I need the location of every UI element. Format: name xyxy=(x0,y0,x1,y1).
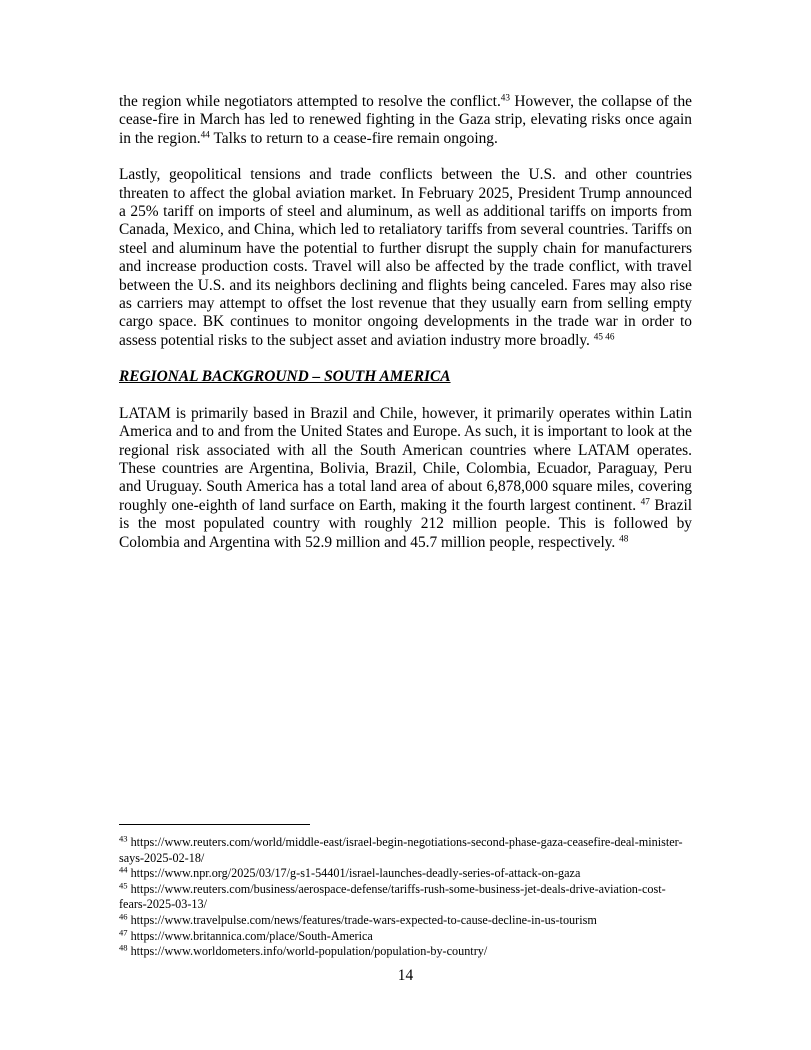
footnote-link[interactable]: https://www.britannica.com/place/South-America xyxy=(127,928,373,943)
footnote-link[interactable]: https://www.reuters.com/world/middle-east/israel-begin-negotiations-second-phase-gaza-ceasefire-deal-minister-says-2025-02-18/ xyxy=(119,835,683,865)
footnote-reference: 45 46 xyxy=(593,331,615,342)
footnote-number: 46 xyxy=(119,911,128,922)
footnote-reference: 44 xyxy=(200,129,210,140)
footnote-number: 44 xyxy=(119,864,128,875)
footnote-item xyxy=(119,913,692,929)
footnote-number: 43 xyxy=(119,833,128,844)
paragraph-text: the region while negotiators attempted to resolve the conflict. xyxy=(119,93,501,110)
footnote-reference: 48 xyxy=(619,533,629,543)
paragraph-trade-conflicts xyxy=(119,166,692,350)
footnote-item xyxy=(119,882,692,913)
paragraph-text: Lastly, geopolitical tensions and trade conflicts between the U.S. and other countries threaten to affect the global aviation market. In February 2025, President Trump announced a 25% tariff on imports of steel and aluminum, as well as additional tariffs on imports from Canada, Mexico, and China, which led to retaliatory tariffs from several countries. Tariffs on steel and aluminum have the potential to further disrupt the supply chain for manufacturers and increase production costs. Travel will also be affected by the trade conflict, with travel between the U.S. and its neighbors declining and flights being canceled. Fares may also rise as carriers may attempt to offset the lost revenue that they usually earn from selling empty cargo space. BK continues to monitor ongoing developments in the trade war in order to assess potential risks to the subject asset and aviation industry more broadly. xyxy=(119,166,692,349)
paragraph-text: Talks to return to a cease-fire remain ongoing. xyxy=(209,129,498,147)
footnote-number: 47 xyxy=(119,926,128,937)
paragraph-text: However, the collapse of the cease-fire in March has led to renewed fighting in the Gaza strip, elevating risks once again in the region. xyxy=(119,93,692,147)
paragraph-gaza-conflict xyxy=(119,93,692,148)
footnote-reference: 43 xyxy=(500,92,511,103)
footnote-item xyxy=(119,944,692,960)
paragraph-south-america xyxy=(119,405,692,552)
footnote-link[interactable]: https://www.worldometers.info/world-population/population-by-country/ xyxy=(127,944,488,959)
footnote-link[interactable]: https://www.npr.org/2025/03/17/g-s1-54401/israel-launches-deadly-series-of-attack-on-gaza xyxy=(127,866,581,881)
footnotes xyxy=(119,824,692,960)
footnote-reference: 47 xyxy=(640,496,650,507)
footnote-item xyxy=(119,866,692,882)
page-number: 14 xyxy=(397,967,414,984)
section-heading: REGIONAL BACKGROUND – SOUTH AMERICA xyxy=(119,368,451,386)
paragraph-text: Brazil is the most populated country with roughly 212 million people. This is followed by Colombia and Argentina with 52.9 million and 45.7 million people, respectively. xyxy=(119,496,693,551)
footnote-item xyxy=(119,926,692,945)
footnote-link[interactable]: https://www.travelpulse.com/news/features/trade-wars-expected-to-cause-decline-in-us-tourism xyxy=(127,912,597,927)
footnote-link[interactable]: https://www.reuters.com/business/aerospace-defense/tariffs-rush-some-business-jet-deals-drive-aviation-cost-fears-2025-03-13/ xyxy=(119,881,666,912)
footnote-list xyxy=(119,835,692,960)
document-page xyxy=(119,93,692,552)
footnote-number: 45 xyxy=(119,880,128,891)
footnote-item xyxy=(119,835,692,866)
paragraph-text: LATAM is primarily based in Brazil and Chile, however, it primarily operates within Latin America and to and from the United States and Europe. As such, it is important to look at the regional risk associated with all the South American countries where LATAM operates. These countries are Argentina, Bolivia, Brazil, Chile, Colombia, Ecuador, Paraguay, Peru and Uruguay. South America has a total land area of about 6,878,000 square miles, covering roughly one-eighth of land surface on Earth, making it the fourth largest continent. xyxy=(119,404,692,514)
footnote-separator xyxy=(119,824,310,825)
footnote-number: 48 xyxy=(119,942,128,953)
